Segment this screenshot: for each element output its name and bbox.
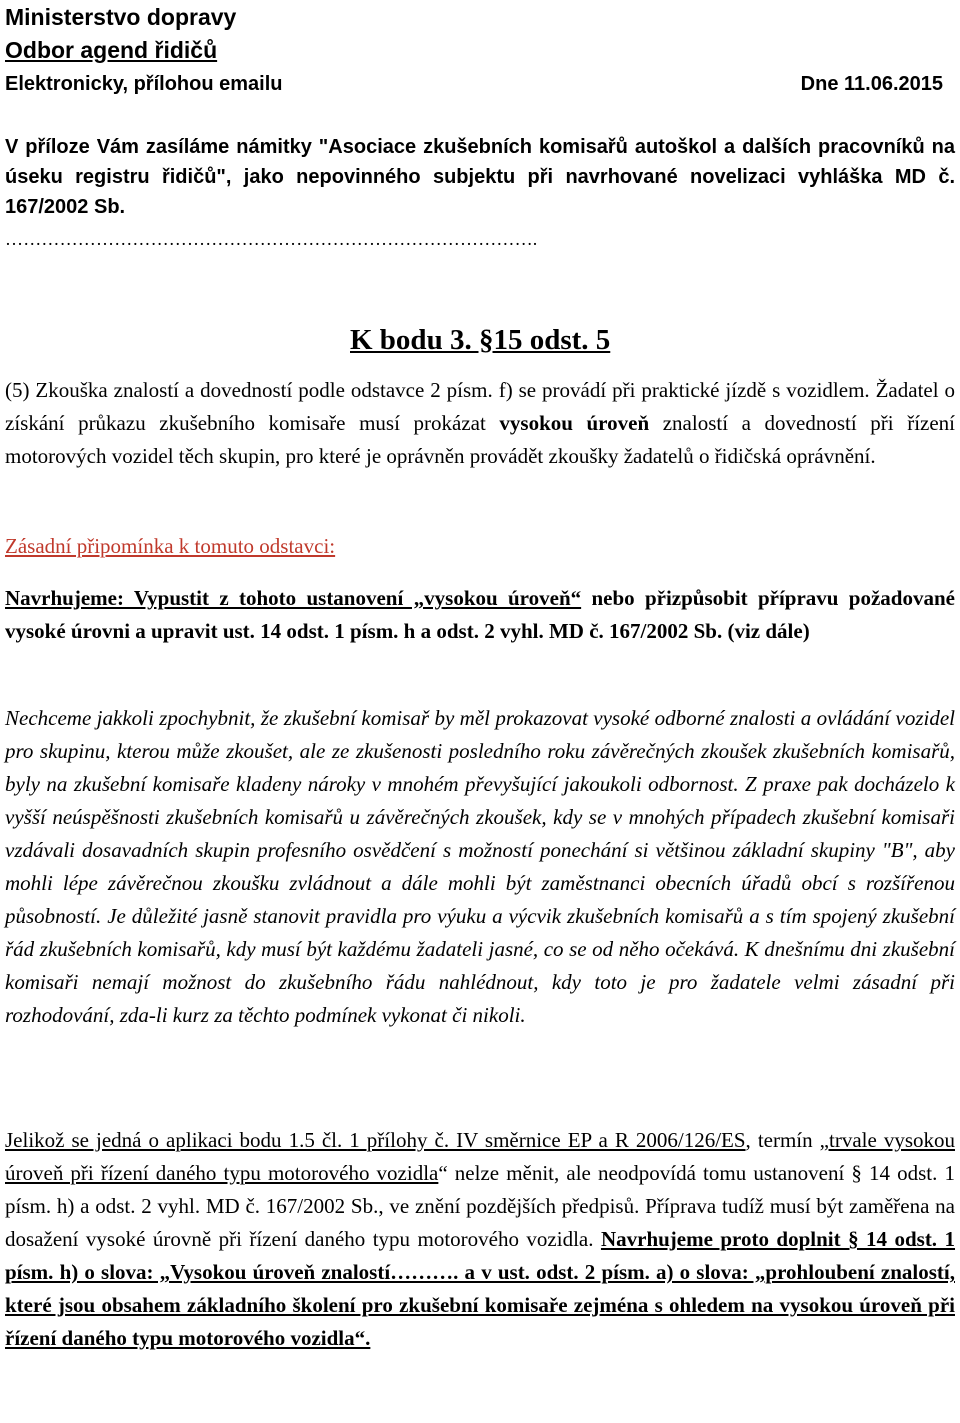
proposal-paragraph [5, 582, 955, 648]
delivery-method: Elektronicky, přílohou emailu [5, 73, 283, 95]
header-row [5, 70, 955, 98]
intro-paragraph: V příloze Vám zasíláme námitky "Asociace zkušebních komisařů autoškol a dalších pracovníků na úseku registru řidičů", jako nepovinného subjektu při navrhované novelizaci vyhláška MD č. 167/2002 Sb. [5, 136, 955, 218]
reasoning-paragraph: Nechceme jakkoli zpochybnit, že zkušební komisař by měl prokazovat vysoké odborné znalosti a ovládání vozidel pro skupinu, kterou může zkoušet, ale ze zkušenosti posledního roku závěrečných zkoušek zkušebních komisařů, byly na zkušební komisaře kladeny nároky v mnohém převyšující jakoukoli odbornost. Z praxe pak docházelo k vyšší neúspěšnosti zkušebních komisařů u závěrečných zkoušek, kdy se v mnohých případech zkušební komisaři vzdávali dosavadních skupin profesního osvědčení s možností ponechání si většinou základní skupiny "B", aby mohli lépe závěrečnou zkoušku zvládnout a dále mohli být zaměstnanci obecních úřadů obcí s rozšířenou působností. Je důležité jasně stanovit pravidla pro výuku a výcvik zkušebních komisařů a s tím spojený zkušební řád zkušebních komisařů, kdy musí být každému žadateli jasné, co se od něho očekává. K dnešnímu dni zkušební komisaři nemají možnost do zkušebního řádu nahlédnout, kdy toto je pro žadatele velmi zásadní při rozhodování, zda-li kurz za těchto podmínek vykonat či nikoli. [5, 706, 955, 1027]
ministry-name: Ministerstvo dopravy [5, 4, 237, 30]
document-date: Dne 11.06.2015 [800, 73, 943, 95]
provision-text-end: znalostí a dovedností při řízení motorových vozidel těch skupin, pro které je oprávněn provádět zkoušky žadatelů o řidičská oprávnění. [5, 411, 956, 468]
quoted-provision [5, 374, 955, 473]
directive-quote: „trvale vysokou úroveň při řízení daného typu motorového vozidla [5, 1128, 955, 1185]
final-proposal: Navrhujeme proto doplnit § 14 odst. 1 písm. h) o slova: „Vysokou úroveň znalostí………. a v ust. odst. 2 písm. a) o slova: „prohloubení znalostí, které jsou obsahem základního školení pro zkušební komisaře zejména s ohledem na vysokou úroveň při řízení daného typu motorového vozidla“. [5, 1227, 956, 1350]
objection-label: Zásadní připomínka k tomuto odstavci: [5, 534, 336, 558]
provision-text-start: (5) Zkouška znalostí a dovedností podle odstavce 2 písm. f) se provádí při praktické jízdě s vozidlem. Žadatel o získání průkazu zkušebního komisaře musí prokázat [5, 378, 955, 435]
dotted-separator: ……………………………………………………………………………. [5, 229, 538, 249]
department-name: Odbor agend řidičů [5, 37, 218, 63]
proposal-rest: nebo přizpůsobit přípravu požadované vysoké úrovni a upravit ust. 14 odst. 1 písm. h a odst. 2 vyhl. MD č. 167/2002 Sb. (viz dále) [5, 586, 955, 643]
provision-emphasis: vysokou úroveň [499, 411, 650, 435]
final-text-1: , termín [745, 1128, 820, 1152]
final-text-2: “ nelze měnit, ale neodpovídá tomu ustanovení § 14 odst. 1 písm. h) a odst. 2 vyhl. MD č. 167/2002 Sb., ve znění pozdějších předpisů. Příprava tudíž musí být zaměřena na dosažení vysoké úrovně při řízení daného typu motorového vozidla. [5, 1161, 955, 1251]
final-paragraph [5, 1124, 955, 1355]
directive-reference: Jelikož se jedná o aplikaci bodu 1.5 čl. 1 přílohy č. IV směrnice EP a R 2006/126/ES [5, 1128, 746, 1152]
proposal-underlined: Navrhujeme: Vypustit z tohoto ustanovení „vysokou úroveň“ [5, 586, 582, 610]
section-title: K bodu 3. §15 odst. 5 [350, 324, 611, 356]
